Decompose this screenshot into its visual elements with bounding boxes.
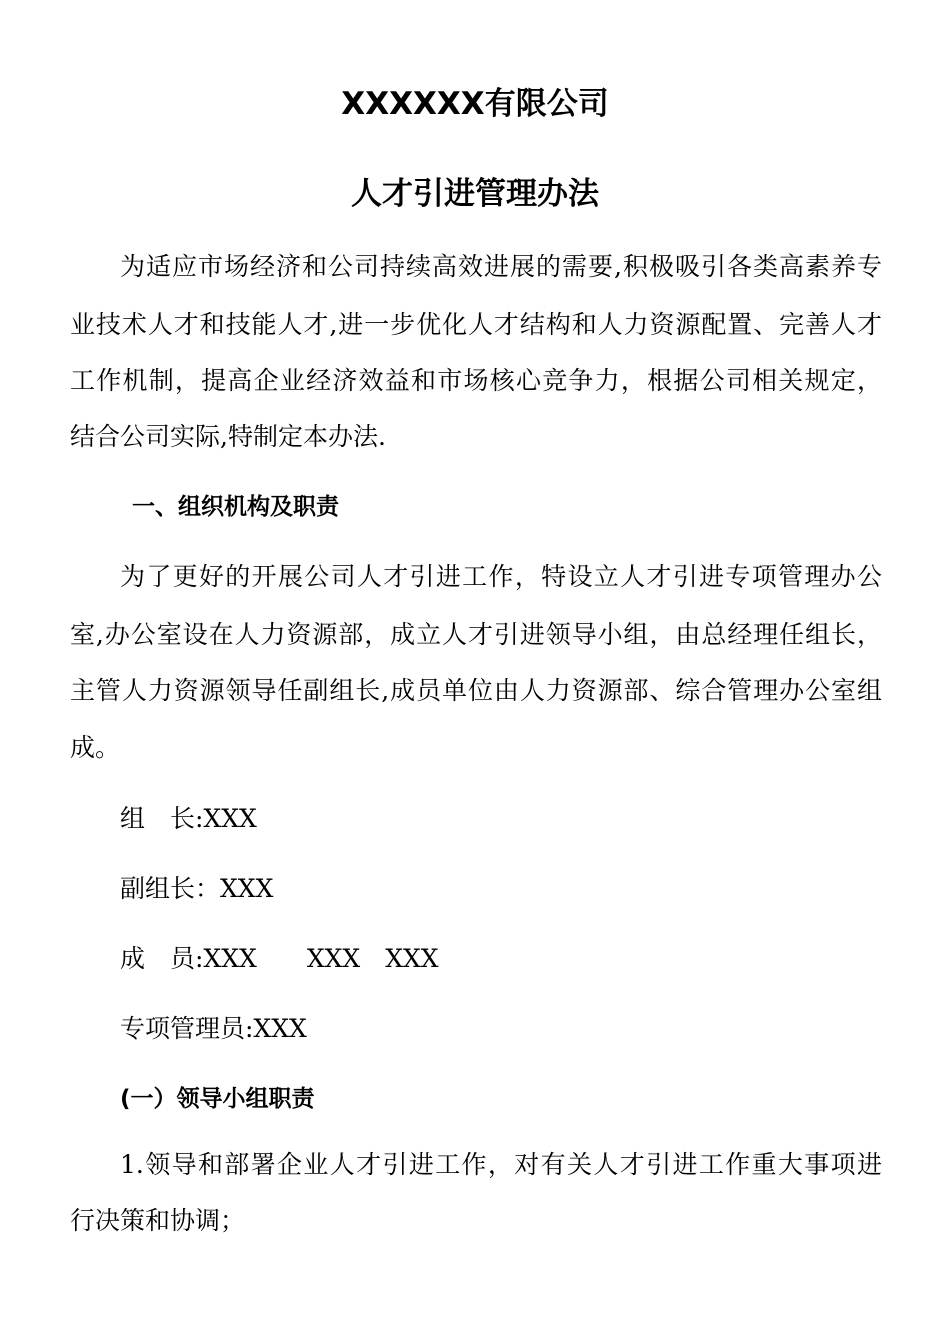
intro-line: 工作机制，提高企业经济效益和市场核心竞争力，根据公司相关规定，: [70, 366, 882, 395]
admin-line: 专项管理员:XXX: [120, 1014, 307, 1043]
intro-line: 业技术人才和技能人才,进一步优化人才结构和人力资源配置、完善人才: [70, 310, 882, 339]
section1-line: 成。: [70, 733, 121, 762]
deputy-leader-line: 副组长：XXX: [120, 874, 274, 903]
members-line: 成 员:XXX XXX XXX: [120, 944, 439, 973]
section1-line: 为了更好的开展公司人才引进工作，特设立人才引进专项管理办公: [120, 562, 882, 591]
leader-line: 组 长:XXX: [120, 804, 257, 833]
company-title: XXXXXX有限公司: [341, 86, 609, 122]
item1-line: 行决策和协调；: [70, 1206, 246, 1235]
section1-line: 室,办公室设在人力资源部，成立人才引进领导小组，由总经理任组长，: [70, 620, 882, 649]
item1-line: 1.领导和部署企业人才引进工作，对有关人才引进工作重大事项进: [120, 1150, 882, 1179]
intro-line: 为适应市场经济和公司持续高效进展的需要,积极吸引各类高素养专: [120, 252, 882, 281]
section1-line: 主管人力资源领导任副组长,成员单位由人力资源部、综合管理办公室组: [70, 676, 882, 705]
subsection-heading: (一）领导小组职责: [120, 1086, 315, 1112]
section-heading: 一、组织机构及职责: [132, 494, 339, 520]
document-title: 人才引进管理办法: [351, 176, 599, 212]
intro-line: 结合公司实际,特制定本办法.: [70, 422, 386, 451]
